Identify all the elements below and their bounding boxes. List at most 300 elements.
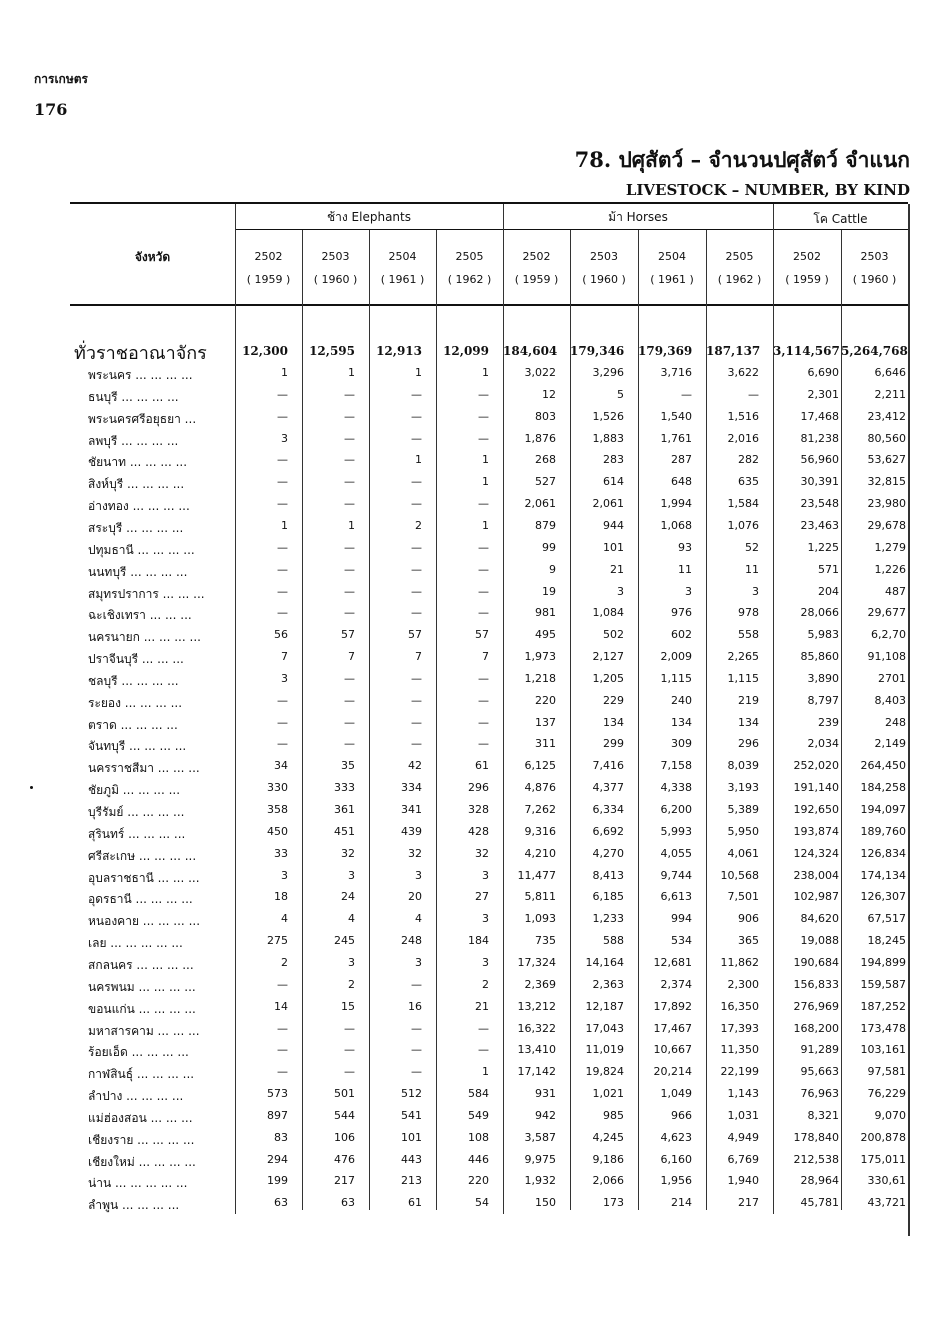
total-row-label: ทั่วราชอาณาจักร bbox=[74, 343, 207, 364]
value-cell: 9,316 bbox=[524, 825, 556, 838]
value-cell: 42 bbox=[408, 759, 422, 772]
value-cell: 219 bbox=[738, 694, 759, 707]
page-section-header: การเกษตร bbox=[34, 72, 88, 86]
value-cell: 95,663 bbox=[800, 1065, 839, 1078]
value-cell: 944 bbox=[603, 519, 624, 532]
value-cell: 106 bbox=[334, 1131, 355, 1144]
value-cell: 248 bbox=[401, 934, 422, 947]
value-cell: 32 bbox=[408, 847, 422, 860]
province-name: ปทุมธานี ... ... ... ... bbox=[88, 543, 195, 557]
value-cell: 17,324 bbox=[517, 956, 556, 969]
value-cell: — bbox=[277, 1065, 288, 1078]
value-cell: 91,108 bbox=[867, 650, 906, 663]
value-cell: 573 bbox=[267, 1087, 288, 1100]
value-cell: 296 bbox=[738, 737, 759, 750]
value-cell: 21 bbox=[475, 1000, 489, 1013]
value-cell: 2,265 bbox=[727, 650, 759, 663]
value-cell: 3,193 bbox=[727, 781, 759, 794]
value-cell: 1 bbox=[482, 1065, 489, 1078]
value-cell: — bbox=[411, 716, 422, 729]
value-cell: 3,622 bbox=[727, 366, 759, 379]
province-name: ฉะเชิงเทรา ... ... ... bbox=[88, 608, 192, 622]
value-cell: 495 bbox=[535, 628, 556, 641]
value-cell: 91,289 bbox=[800, 1043, 839, 1056]
value-cell: 428 bbox=[468, 825, 489, 838]
value-cell: 978 bbox=[738, 606, 759, 619]
year-ce-label: ( 1959 ) bbox=[514, 273, 559, 286]
value-cell: 28,964 bbox=[800, 1174, 839, 1187]
value-cell: — bbox=[411, 475, 422, 488]
value-cell: 7,262 bbox=[524, 803, 556, 816]
total-value-cell: 12,595 bbox=[309, 344, 355, 358]
year-ce-label: ( 1960 ) bbox=[313, 273, 358, 286]
value-cell: 994 bbox=[671, 912, 692, 925]
total-value-cell: 179,346 bbox=[570, 344, 625, 358]
value-cell: 56,960 bbox=[800, 453, 839, 466]
value-cell: 931 bbox=[535, 1087, 556, 1100]
value-cell: 4 bbox=[415, 912, 422, 925]
value-cell: 906 bbox=[738, 912, 759, 925]
value-cell: 588 bbox=[603, 934, 624, 947]
value-cell: 7 bbox=[281, 650, 288, 663]
value-cell: 2701 bbox=[878, 672, 906, 685]
value-cell: 7,158 bbox=[660, 759, 692, 772]
value-cell: 1 bbox=[281, 519, 288, 532]
province-name: นนทบุรี ... ... ... ... bbox=[88, 565, 188, 579]
value-cell: 7 bbox=[482, 650, 489, 663]
province-name: ขอนแก่น ... ... ... ... bbox=[88, 1002, 196, 1016]
value-cell: 3,022 bbox=[524, 366, 556, 379]
province-name: แม่ฮ่องสอน ... ... ... bbox=[88, 1111, 193, 1125]
province-name: นครนายก ... ... ... ... bbox=[88, 630, 201, 644]
value-cell: — bbox=[478, 563, 489, 576]
value-cell: 1,761 bbox=[660, 432, 692, 445]
value-cell: 217 bbox=[738, 1196, 759, 1209]
value-cell: 84,620 bbox=[800, 912, 839, 925]
value-cell: 6,160 bbox=[660, 1153, 692, 1166]
value-cell: 2 bbox=[415, 519, 422, 532]
value-cell: 3 bbox=[348, 869, 355, 882]
province-column-header: จังหวัด bbox=[134, 250, 171, 264]
value-cell: 334 bbox=[401, 781, 422, 794]
value-cell: 476 bbox=[334, 1153, 355, 1166]
value-cell: 173,478 bbox=[860, 1022, 906, 1035]
total-value-cell: 3,114,567 bbox=[773, 344, 840, 358]
value-cell: 10,667 bbox=[653, 1043, 692, 1056]
province-name: พระนครศรีอยุธยา ... bbox=[88, 412, 197, 426]
value-cell: — bbox=[344, 606, 355, 619]
value-cell: 4,876 bbox=[524, 781, 556, 794]
value-cell: 126,834 bbox=[860, 847, 906, 860]
value-cell: 33 bbox=[274, 847, 288, 860]
value-cell: — bbox=[277, 1043, 288, 1056]
value-cell: — bbox=[478, 585, 489, 598]
value-cell: — bbox=[478, 672, 489, 685]
value-cell: 16,322 bbox=[517, 1022, 556, 1035]
value-cell: 134 bbox=[603, 716, 624, 729]
value-cell: — bbox=[277, 978, 288, 991]
value-cell: 213 bbox=[401, 1174, 422, 1187]
value-cell: 439 bbox=[401, 825, 422, 838]
value-cell: 1,973 bbox=[524, 650, 556, 663]
value-cell: — bbox=[277, 541, 288, 554]
value-cell: — bbox=[411, 606, 422, 619]
value-cell: 4,055 bbox=[660, 847, 692, 860]
value-cell: 502 bbox=[603, 628, 624, 641]
value-cell: 9,744 bbox=[660, 869, 692, 882]
value-cell: — bbox=[344, 453, 355, 466]
value-cell: 309 bbox=[671, 737, 692, 750]
value-cell: 124,324 bbox=[793, 847, 839, 860]
value-cell: — bbox=[344, 432, 355, 445]
value-cell: 245 bbox=[334, 934, 355, 947]
province-name: น่าน ... ... ... ... ... bbox=[88, 1176, 188, 1190]
value-cell: 54 bbox=[475, 1196, 489, 1209]
value-cell: 7 bbox=[415, 650, 422, 663]
value-cell: — bbox=[411, 541, 422, 554]
province-name: ชัยนาท ... ... ... ... bbox=[88, 455, 188, 469]
total-value-cell: 179,369 bbox=[638, 344, 693, 358]
value-cell: 12,187 bbox=[585, 1000, 624, 1013]
value-cell: 1,115 bbox=[727, 672, 759, 685]
value-cell: 358 bbox=[267, 803, 288, 816]
value-cell: 3 bbox=[685, 585, 692, 598]
value-cell: 184,258 bbox=[860, 781, 906, 794]
value-cell: 178,840 bbox=[793, 1131, 839, 1144]
value-cell: 53,627 bbox=[867, 453, 906, 466]
province-name: ศรีสะเกษ ... ... ... ... bbox=[88, 849, 197, 863]
value-cell: 330,61 bbox=[867, 1174, 906, 1187]
value-cell: 3,716 bbox=[660, 366, 692, 379]
value-cell: 330 bbox=[267, 781, 288, 794]
value-cell: 134 bbox=[738, 716, 759, 729]
value-cell: — bbox=[277, 606, 288, 619]
value-cell: 3 bbox=[752, 585, 759, 598]
value-cell: 296 bbox=[468, 781, 489, 794]
value-cell: 3 bbox=[482, 956, 489, 969]
value-cell: 57 bbox=[475, 628, 489, 641]
province-name: ธนบุรี ... ... ... ... bbox=[88, 390, 179, 404]
value-cell: — bbox=[411, 585, 422, 598]
value-cell: 199 bbox=[267, 1174, 288, 1187]
value-cell: 1,115 bbox=[660, 672, 692, 685]
value-cell: 23,412 bbox=[867, 410, 906, 423]
value-cell: — bbox=[277, 1022, 288, 1035]
province-name: หนองคาย ... ... ... ... bbox=[88, 914, 201, 928]
value-cell: 5,983 bbox=[807, 628, 839, 641]
province-name: ระยอง ... ... ... ... bbox=[88, 696, 183, 710]
value-cell: 1,994 bbox=[660, 497, 692, 510]
value-cell: — bbox=[411, 563, 422, 576]
province-name: สิงห์บุรี ... ... ... ... bbox=[88, 477, 185, 491]
value-cell: 2,211 bbox=[874, 388, 906, 401]
table-title-thai: 78. ปศุสัตว์ – จำนวนปศุสัตว์ จำแนก bbox=[574, 147, 910, 172]
value-cell: 451 bbox=[334, 825, 355, 838]
value-cell: 2,016 bbox=[727, 432, 759, 445]
value-cell: 4,061 bbox=[727, 847, 759, 860]
value-cell: 19 bbox=[542, 585, 556, 598]
value-cell: 1,068 bbox=[660, 519, 692, 532]
value-cell: 32 bbox=[341, 847, 355, 860]
value-cell: 11,350 bbox=[720, 1043, 759, 1056]
value-cell: 544 bbox=[334, 1109, 355, 1122]
value-cell: 32,815 bbox=[867, 475, 906, 488]
province-name: ชลบุรี ... ... ... ... bbox=[88, 674, 179, 688]
year-ce-label: ( 1960 ) bbox=[582, 273, 626, 286]
value-cell: 735 bbox=[535, 934, 556, 947]
value-cell: 6,690 bbox=[807, 366, 839, 379]
value-cell: 8,797 bbox=[807, 694, 839, 707]
value-cell: 83 bbox=[274, 1131, 288, 1144]
value-cell: 2 bbox=[482, 978, 489, 991]
province-name: ลำพูน ... ... ... ... bbox=[88, 1198, 180, 1212]
value-cell: 57 bbox=[408, 628, 422, 641]
value-cell: 3 bbox=[281, 432, 288, 445]
value-cell: 15 bbox=[341, 1000, 355, 1013]
value-cell: 67,517 bbox=[867, 912, 906, 925]
value-cell: 879 bbox=[535, 519, 556, 532]
value-cell: 1,205 bbox=[592, 672, 624, 685]
value-cell: 446 bbox=[468, 1153, 489, 1166]
value-cell: 229 bbox=[603, 694, 624, 707]
value-cell: 19,824 bbox=[585, 1065, 624, 1078]
province-name: เชียงราย ... ... ... ... bbox=[88, 1133, 195, 1147]
value-cell: 450 bbox=[267, 825, 288, 838]
value-cell: 1 bbox=[482, 519, 489, 532]
value-cell: 3 bbox=[415, 956, 422, 969]
value-cell: 34 bbox=[274, 759, 288, 772]
province-name: พระนคร ... ... ... ... bbox=[88, 368, 193, 382]
province-name: ชัยภูมิ ... ... ... ... bbox=[88, 783, 181, 797]
value-cell: 341 bbox=[401, 803, 422, 816]
value-cell: 9,975 bbox=[524, 1153, 556, 1166]
year-be-label: 2502 bbox=[522, 250, 551, 263]
value-cell: 240 bbox=[671, 694, 692, 707]
province-name: สุรินทร์ ... ... ... ... bbox=[88, 827, 186, 841]
value-cell: 1 bbox=[482, 475, 489, 488]
value-cell: 7 bbox=[348, 650, 355, 663]
value-cell: 1,218 bbox=[524, 672, 556, 685]
value-cell: — bbox=[344, 694, 355, 707]
value-cell: 4,949 bbox=[727, 1131, 759, 1144]
value-cell: 9 bbox=[549, 563, 556, 576]
value-cell: 1,584 bbox=[727, 497, 759, 510]
value-cell: 1,021 bbox=[592, 1087, 624, 1100]
value-cell: 3 bbox=[415, 869, 422, 882]
value-cell: — bbox=[344, 497, 355, 510]
value-cell: 93 bbox=[678, 541, 692, 554]
value-cell: 4,338 bbox=[660, 781, 692, 794]
value-cell: 6,185 bbox=[592, 890, 624, 903]
value-cell: 150 bbox=[535, 1196, 556, 1209]
value-cell: 24 bbox=[341, 890, 355, 903]
value-cell: 311 bbox=[535, 737, 556, 750]
value-cell: 584 bbox=[468, 1087, 489, 1100]
value-cell: 212,538 bbox=[793, 1153, 839, 1166]
value-cell: — bbox=[411, 432, 422, 445]
value-cell: 1 bbox=[348, 366, 355, 379]
value-cell: 102,987 bbox=[793, 890, 839, 903]
value-cell: 361 bbox=[334, 803, 355, 816]
value-cell: — bbox=[478, 388, 489, 401]
value-cell: 19,088 bbox=[800, 934, 839, 947]
year-be-label: 2504 bbox=[658, 250, 686, 263]
value-cell: 11 bbox=[678, 563, 692, 576]
total-value-cell: 184,604 bbox=[503, 344, 558, 358]
value-cell: — bbox=[478, 410, 489, 423]
value-cell: 1 bbox=[482, 453, 489, 466]
value-cell: 5,389 bbox=[727, 803, 759, 816]
value-cell: — bbox=[277, 388, 288, 401]
value-cell: — bbox=[411, 737, 422, 750]
value-cell: 2,300 bbox=[727, 978, 759, 991]
value-cell: — bbox=[478, 497, 489, 510]
value-cell: 1 bbox=[415, 453, 422, 466]
value-cell: 1,940 bbox=[727, 1174, 759, 1187]
value-cell: 17,467 bbox=[653, 1022, 692, 1035]
value-cell: 803 bbox=[535, 410, 556, 423]
value-cell: 2,061 bbox=[592, 497, 624, 510]
value-cell: — bbox=[344, 563, 355, 576]
value-cell: 11,862 bbox=[720, 956, 759, 969]
value-cell: 200,878 bbox=[860, 1131, 906, 1144]
value-cell: 6,125 bbox=[524, 759, 556, 772]
year-be-label: 2505 bbox=[455, 250, 484, 263]
group-header-elephants: ช้าง Elephants bbox=[327, 210, 411, 224]
value-cell: — bbox=[344, 672, 355, 685]
value-cell: 328 bbox=[468, 803, 489, 816]
value-cell: 2,374 bbox=[660, 978, 692, 991]
value-cell: 28,066 bbox=[800, 606, 839, 619]
value-cell: 12,681 bbox=[653, 956, 692, 969]
value-cell: 512 bbox=[401, 1087, 422, 1100]
value-cell: 63 bbox=[274, 1196, 288, 1209]
value-cell: 976 bbox=[671, 606, 692, 619]
value-cell: 6,2,70 bbox=[871, 628, 906, 641]
value-cell: 2 bbox=[348, 978, 355, 991]
value-cell: 1,883 bbox=[592, 432, 624, 445]
value-cell: 6,200 bbox=[660, 803, 692, 816]
value-cell: 238,004 bbox=[793, 869, 839, 882]
value-cell: 3 bbox=[281, 672, 288, 685]
value-cell: 29,677 bbox=[867, 606, 906, 619]
value-cell: 264,450 bbox=[860, 759, 906, 772]
value-cell: 287 bbox=[671, 453, 692, 466]
value-cell: 17,393 bbox=[720, 1022, 759, 1035]
value-cell: — bbox=[411, 388, 422, 401]
value-cell: 2,127 bbox=[592, 650, 624, 663]
value-cell: — bbox=[478, 716, 489, 729]
value-cell: 190,684 bbox=[793, 956, 839, 969]
value-cell: — bbox=[344, 388, 355, 401]
year-be-label: 2502 bbox=[793, 250, 821, 263]
value-cell: 174,134 bbox=[860, 869, 906, 882]
value-cell: 282 bbox=[738, 453, 759, 466]
value-cell: 220 bbox=[468, 1174, 489, 1187]
total-value-cell: 187,137 bbox=[706, 344, 761, 358]
value-cell: 32 bbox=[475, 847, 489, 860]
group-header-horses: ม้า Horses bbox=[608, 210, 668, 224]
table-title-block bbox=[575, 144, 910, 199]
value-cell: — bbox=[277, 737, 288, 750]
value-cell: — bbox=[277, 585, 288, 598]
value-cell: 268 bbox=[535, 453, 556, 466]
province-name: ลพบุรี ... ... ... ... bbox=[88, 434, 179, 448]
year-ce-label: ( 1962 ) bbox=[717, 273, 762, 286]
value-cell: 1,233 bbox=[592, 912, 624, 925]
value-cell: 3 bbox=[617, 585, 624, 598]
province-name: เลย ... ... ... ... ... bbox=[88, 936, 183, 950]
value-cell: 333 bbox=[334, 781, 355, 794]
value-cell: 2,363 bbox=[592, 978, 624, 991]
value-cell: 1,516 bbox=[727, 410, 759, 423]
value-cell: 648 bbox=[671, 475, 692, 488]
province-name: เชียงใหม่ ... ... ... ... bbox=[88, 1155, 196, 1169]
value-cell: 549 bbox=[468, 1109, 489, 1122]
value-cell: — bbox=[344, 410, 355, 423]
value-cell: 43,721 bbox=[867, 1196, 906, 1209]
value-cell: 17,043 bbox=[585, 1022, 624, 1035]
value-cell: 9,070 bbox=[874, 1109, 906, 1122]
province-name: สระบุรี ... ... ... ... bbox=[88, 521, 184, 535]
value-cell: 45,781 bbox=[800, 1196, 839, 1209]
value-cell: 239 bbox=[818, 716, 839, 729]
value-cell: — bbox=[277, 475, 288, 488]
value-cell: 13,410 bbox=[517, 1043, 556, 1056]
value-cell: 2,061 bbox=[524, 497, 556, 510]
value-cell: 294 bbox=[267, 1153, 288, 1166]
value-cell: 3 bbox=[482, 869, 489, 882]
value-cell: 1,956 bbox=[660, 1174, 692, 1187]
value-cell: — bbox=[344, 737, 355, 750]
value-cell: 30,391 bbox=[800, 475, 839, 488]
year-ce-label: ( 1961 ) bbox=[380, 273, 425, 286]
province-name: ปราจีนบุรี ... ... ... bbox=[88, 652, 184, 666]
value-cell: 2,301 bbox=[807, 388, 839, 401]
year-be-label: 2505 bbox=[725, 250, 754, 263]
value-cell: — bbox=[277, 694, 288, 707]
value-cell: — bbox=[344, 585, 355, 598]
total-value-cell: 12,300 bbox=[242, 344, 288, 358]
value-cell: 1,143 bbox=[727, 1087, 759, 1100]
value-cell: 11,477 bbox=[517, 869, 556, 882]
header-bottom-rule bbox=[70, 304, 908, 306]
value-cell: 159,587 bbox=[860, 978, 906, 991]
value-cell: 27 bbox=[475, 890, 489, 903]
value-cell: 2 bbox=[281, 956, 288, 969]
value-cell: 217 bbox=[334, 1174, 355, 1187]
value-cell: 1 bbox=[415, 366, 422, 379]
value-cell: 214 bbox=[671, 1196, 692, 1209]
value-cell: — bbox=[277, 563, 288, 576]
value-cell: 6,646 bbox=[874, 366, 906, 379]
value-cell: — bbox=[748, 388, 759, 401]
value-cell: — bbox=[478, 1022, 489, 1035]
value-cell: 16 bbox=[408, 1000, 422, 1013]
province-name: อ่างทอง ... ... ... ... bbox=[88, 499, 190, 513]
value-cell: 192,650 bbox=[793, 803, 839, 816]
value-cell: 173 bbox=[603, 1196, 624, 1209]
value-cell: — bbox=[277, 716, 288, 729]
value-cell: 4,210 bbox=[524, 847, 556, 860]
value-cell: — bbox=[478, 432, 489, 445]
year-be-label: 2503 bbox=[590, 250, 618, 263]
value-cell: 52 bbox=[745, 541, 759, 554]
value-cell: 6,334 bbox=[592, 803, 624, 816]
value-cell: 76,229 bbox=[867, 1087, 906, 1100]
value-cell: 17,892 bbox=[653, 1000, 692, 1013]
value-cell: 1,526 bbox=[592, 410, 624, 423]
